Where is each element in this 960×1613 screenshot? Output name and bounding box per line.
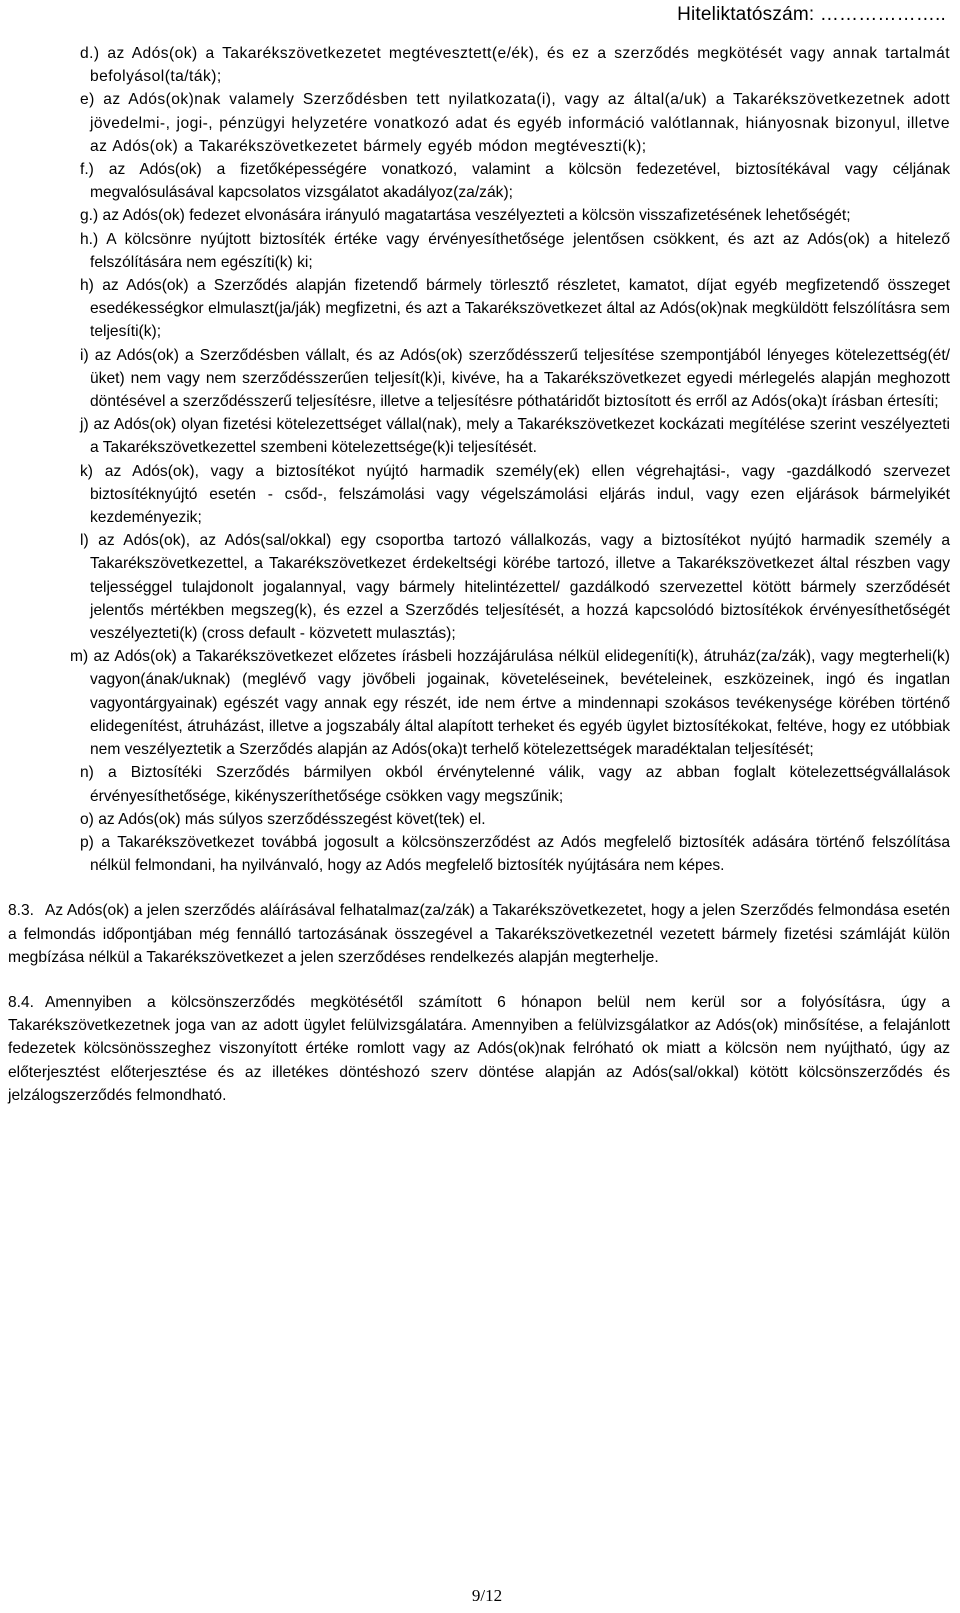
clause-m: m) az Adós(ok) a Takarékszövetkezet előzetes írásbeli hozzájárulása nélkül elidegeníti(k), átruház(za/zák), vagy megterheli(k) vagyon(ának/uknak) (meglévő vagy jövőbeli jogainak, követeléseinek, bevételeinek, eszközeinek, ingó és ingatlan vagyontárgyainak) egészét vagy annak egy részét, ide nem értve a mindennapi szokásos tevékenysége körében történő elidegenítést, átruházást, illetve a jogszabály által alapított terheket és egyéb ügylet biztosítékokat, feltéve, hogy ez utóbbiak nem veszélyeztetik a Szerződés alapján az Adós(oka)t terhelő kötelezettségek maradéktalan teljesítését;	[70, 648, 950, 759]
clause-p: p) a Takarékszövetkezet továbbá jogosult a kölcsönszerződést az Adós megfelelő biztosíték adására történő felszólítása nélkül felmondani, ha nyilvánvaló, hogy az Adós megfelelő biztosíték nyújtására nem képes.	[80, 833, 950, 875]
clause-i: i) az Adós(ok) a Szerződésben vállalt, és az Adós(ok) szerződésszerű teljesítése szempontjából lényeges kötelezettség(ét/üket) nem vagy nem szerződésszerűen teljesít(k)i, kivéve, ha a Takarékszövetkezet egyedi mérlegelés alapján meghozott döntésével a szerződésszerű teljesítésre, illetve a teljesítésre póthatáridőt biztosított és erről az Adós(oka)t írásban értesíti;	[80, 346, 950, 411]
clause-n: n) a Biztosítéki Szerződés bármilyen okból érvénytelenné válik, vagy az abban foglalt kötelezettségvállalások érvényesíthetősége, kikényszeríthetősége csökken vagy megszűnik;	[80, 764, 950, 805]
clause-f: f.) az Adós(ok) a fizetőképességére vonatkozó, valamint a kölcsön fedezetével, biztosítékával vagy céljának megvalósulásával kapcsolatos vizsgálatot akadályoz(za/zák);	[80, 161, 950, 202]
clause-k: k) az Adós(ok), vagy a biztosítékot nyújtó harmadik személy(ek) ellen végrehajtási-, vagy -gazdálkodó szervezet biztosítéknyújtó esetén - csőd-, felszámolási vagy végelszámolási eljárás indul, vagy ezen eljárások bármelyikét kezdeményezik;	[80, 462, 950, 527]
page-number: 9/12	[471, 1586, 503, 1605]
clause-j: j) az Adós(ok) olyan fizetési kötelezettséget vállal(nak), mely a Takarékszövetkezet kockázati megítélése szerint veszélyezteti a Takarékszövetkezettel szembeni kötelezettsége(k)i teljesítését.	[80, 416, 950, 457]
clause-g: g.) az Adós(ok) fedezet elvonására irányuló magatartása veszélyezteti a kölcsön visszafizetésének lehetőségét;	[80, 207, 851, 225]
section-8-4	[8, 991, 950, 1107]
spacer	[8, 969, 950, 991]
section-text: Amennyiben a kölcsönszerződés megkötésétől számított 6 hónapon belül nem kerül sor a folyósításra, úgy a Takarékszövetkezetnek joga van az adott ügylet felülvizsgálatára. Amennyiben a felülvizsgálatkor az Adós(ok) minősítése, a felajánlott fedezetek kölcsönösszeghez viszonyított értéke romlott vagy az Adós(ok)nak felróható ok miatt a kölcsön nem nyújtható, úgy az előterjesztést előterjesztése és az illetékes döntéshozó szerv döntése alapján az Adós(sal/okkal) kötött kölcsönszerződés és jelzálogszerződés felmondható.	[8, 993, 950, 1104]
clause-l: l) az Adós(ok), az Adós(sal/okkal) egy csoportba tartozó vállalkozás, vagy a biztosítékot nyújtó harmadik személy a Takarékszövetkezettel, a Takarékszövetkezet érdekeltségi körébe tartozó, illetve a Takarékszövetkezet által részben vagy teljességgel tulajdonolt jogalannyal, vagy bármely hitelintézettel/ gazdálkodó szervezettel kötött bármely szerződését jelentős mértékben megszeg(k), és ezzel a Szerződés teljesítését, a hozzá kapcsolódó biztosítékok érvényesíthetőségét veszélyezteti(k) (cross default - közvetett mulasztás);	[80, 532, 950, 643]
clause-e: e) az Adós(ok)nak valamely Szerződésben tett nyilatkozata(i), vagy az által(a/uk) a Takarékszövetkezetnek adott jövedelmi-, jogi-, pénzügyi helyzetére vonatkozó adat és egyéb információ valótlannak, hiányosnak bizonyul, illetve az Adós(ok) a Takarékszövetkezetet bármely egyéb módon megtéveszti(k);	[80, 91, 950, 155]
clause-h-1: h.) A kölcsönre nyújtott biztosíték értéke vagy érvényesíthetősége jelentősen csökkent, és azt az Adós(ok) a hitelező felszólítására nem egészíti(k) ki;	[80, 230, 950, 271]
clause-h-2: h) az Adós(ok) a Szerződés alapján fizetendő bármely törlesztő részletet, kamatot, díjat egyéb megfizetendő összeget esedékességkor elmulaszt(ja/ják) megfizetni, és azt a Takarékszövetkezet által az Adós(ok)nak megküldött felszólításra sem teljesíti(k);	[80, 277, 950, 341]
section-8-3	[8, 899, 950, 969]
clause-d: d.) az Adós(ok) a Takarékszövetkezetet megtévesztett(e/ék), és ez a szerződés megkötését vagy annak tartalmát befolyásol(ta/ták);	[80, 45, 950, 86]
section-text: Az Adós(ok) a jelen szerződés aláírásával felhatalmaz(za/zák) a Takarékszövetkezetet, hogy a jelen Szerződés felmondása esetén a felmondás időpontjában még fennálló tartozásának összegével a Takarékszövetkezetnél vezetett bármely fizetési számláját külön megbízása nélkül a Takarékszövetkezet a jelen szerződéses rendelkezés alapján megterhelje.	[8, 902, 950, 966]
spacer	[8, 877, 950, 899]
document-header: Hiteliktatószám: ………………..	[677, 4, 946, 25]
clause-o: o) az Adós(ok) más súlyos szerződésszegést követ(tek) el.	[80, 810, 486, 828]
section-number: 8.3.	[8, 902, 35, 920]
document-body	[8, 42, 950, 1107]
section-number: 8.4.	[8, 993, 35, 1011]
